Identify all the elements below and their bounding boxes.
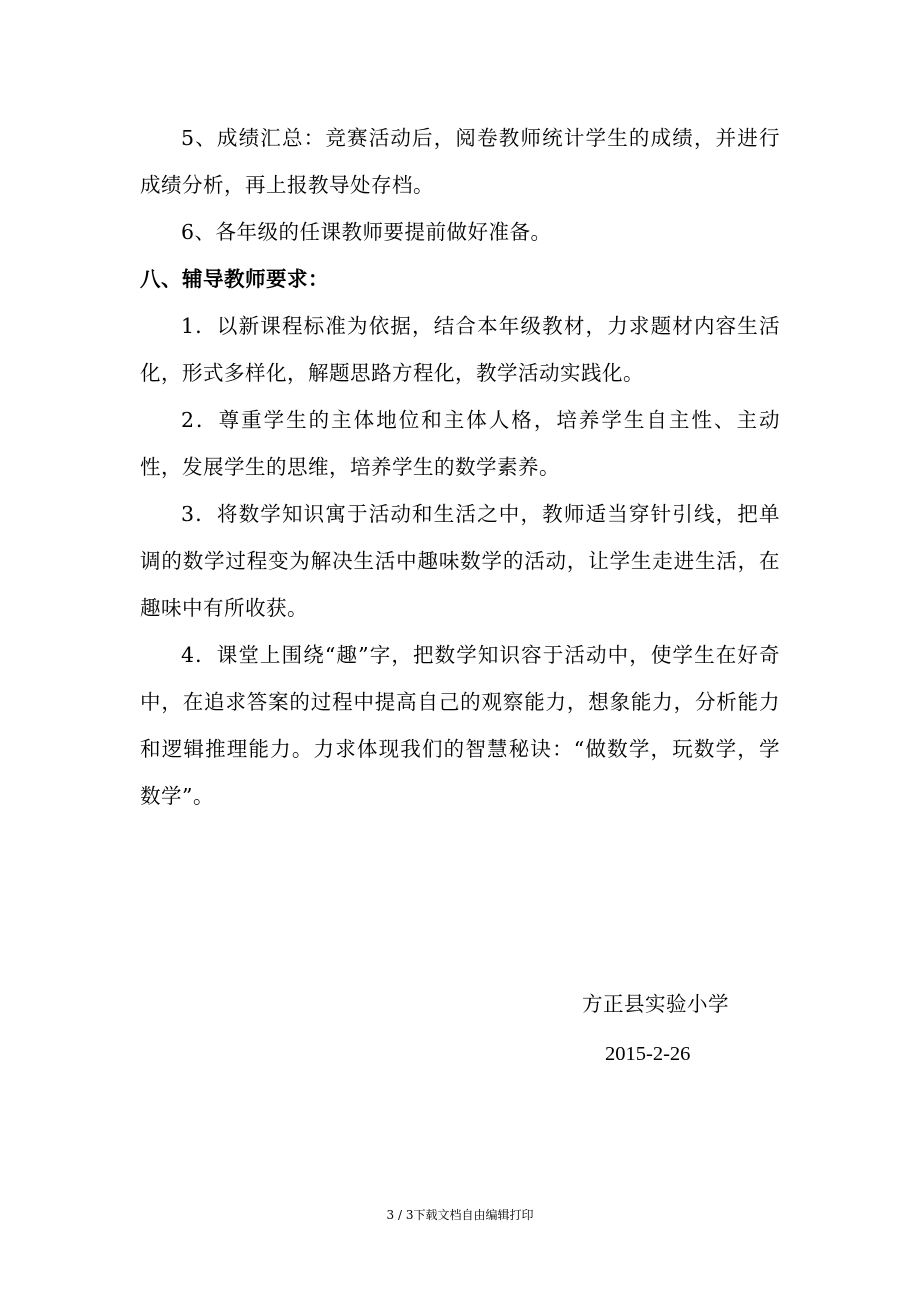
section-heading: 八、辅导教师要求：	[140, 267, 329, 291]
paragraph-item-5: 5、成绩汇总：竞赛活动后，阅卷教师统计学生的成绩，并进行成绩分析，再上报教导处存档。	[140, 126, 780, 197]
document-body	[140, 115, 780, 820]
requirement-3: 3．将数学知识寓于活动和生活之中，教师适当穿针引线，把单调的数学过程变为解决生活中趣味数学的活动，让学生走进生活，在趣味中有所收获。	[140, 502, 780, 620]
requirement-4: 4．课堂上围绕“趣”字，把数学知识容于活动中，使学生在好奇中，在追求答案的过程中提高自己的观察能力，想象能力，分析能力和逻辑推理能力。力求体现我们的智慧秘诀：“做数学，玩数学，学数学”。	[140, 643, 780, 808]
signature-date: 2015-2-26	[605, 1043, 691, 1065]
requirement-2: 2．尊重学生的主体地位和主体人格，培养学生自主性、主动性，发展学生的思维，培养学生的数学素养。	[140, 408, 780, 479]
page-footer: 3 / 3下载文档自由编辑打印	[386, 1208, 534, 1222]
paragraph-item-6: 6、各年级的任课教师要提前做好准备。	[181, 220, 552, 244]
signature-school-name: 方正县实验小学	[582, 992, 729, 1016]
requirement-1: 1．以新课程标准为依据，结合本年级教材，力求题材内容生活化，形式多样化，解题思路方程化，教学活动实践化。	[140, 314, 780, 385]
